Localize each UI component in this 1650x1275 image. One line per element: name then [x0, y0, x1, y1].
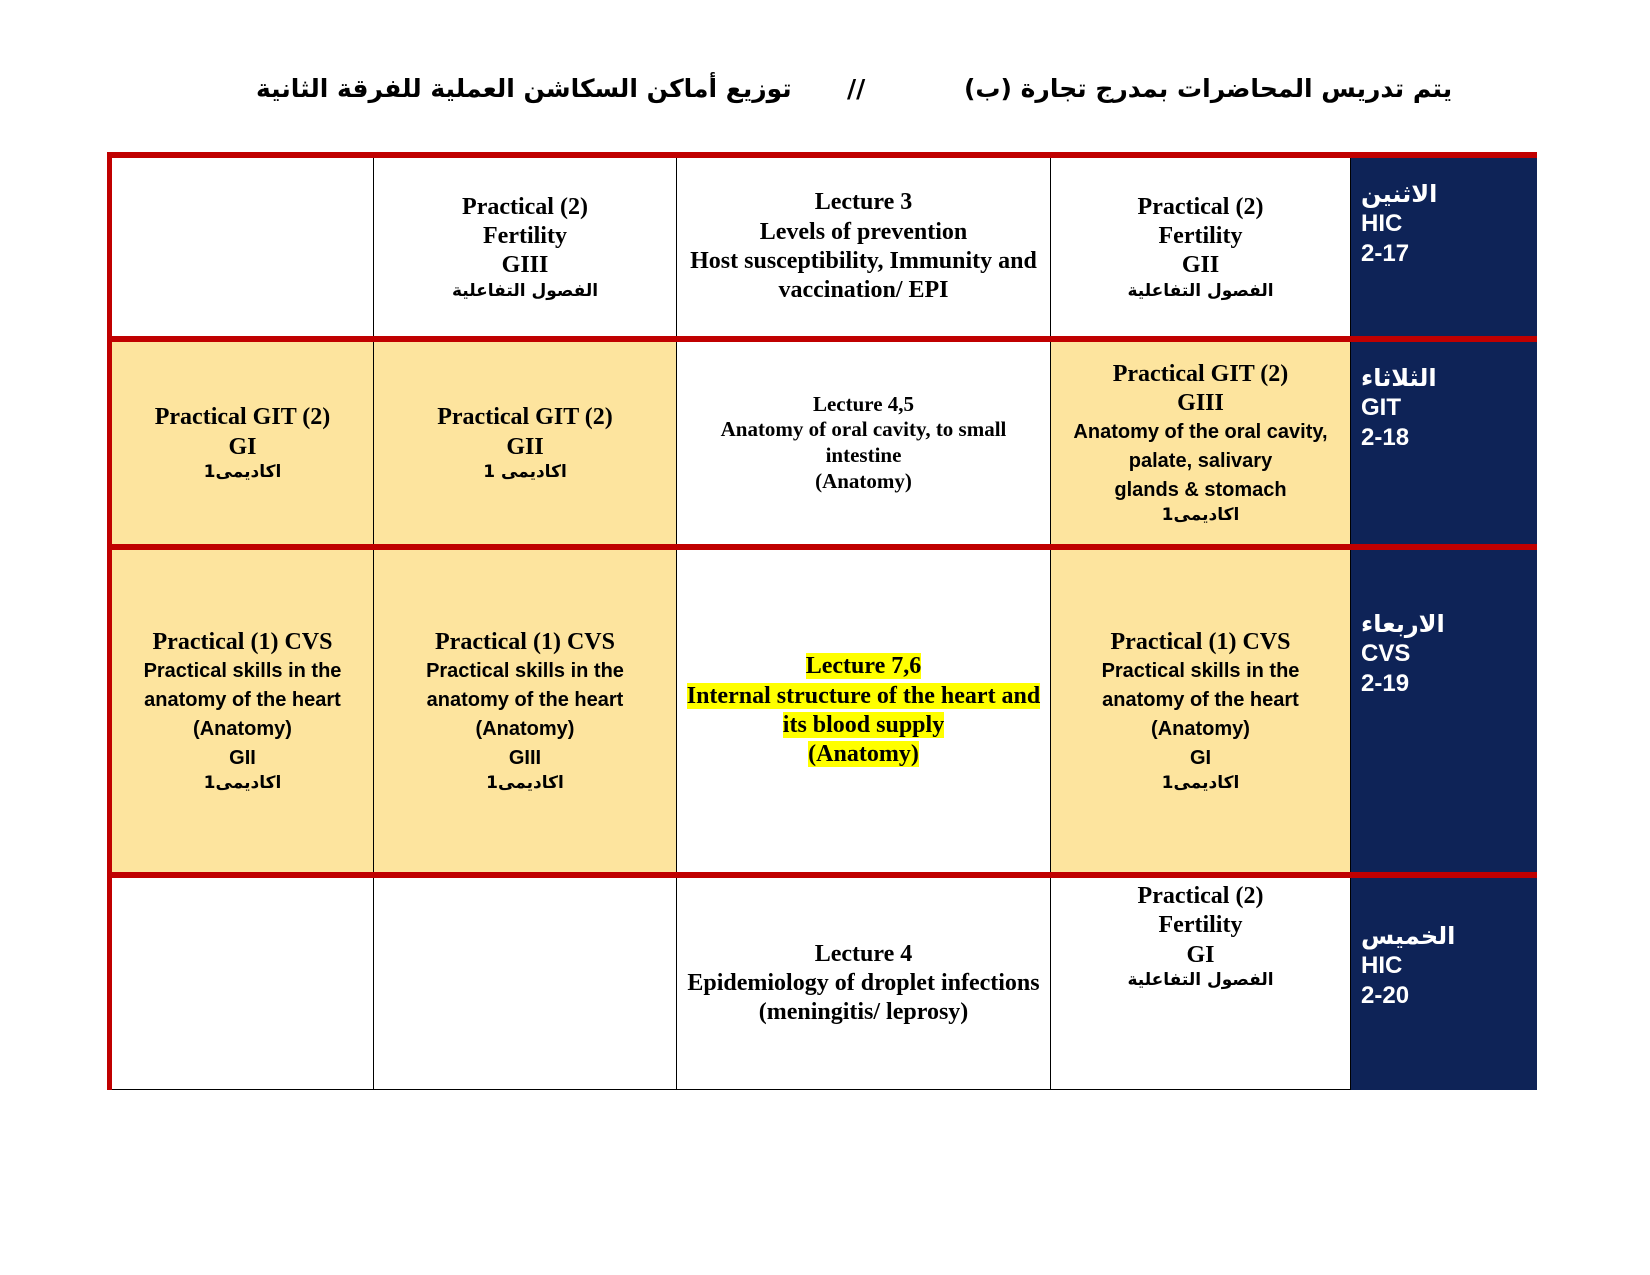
cell-place: اكاديمى1 [1161, 505, 1240, 526]
cell-line: (Anatomy) [475, 718, 575, 741]
cell-practical-gi [1051, 875, 1351, 1090]
cell-line: Practical skills in the [1101, 660, 1300, 683]
day-cell-thursday [1351, 875, 1537, 1090]
cell-lecture-highlighted [677, 547, 1051, 875]
day-cell-monday [1351, 155, 1537, 339]
cell-topic: Fertility [1158, 223, 1243, 249]
cell-title: Practical (1) CVS [152, 629, 333, 655]
cell-practical-giii [1051, 339, 1351, 547]
schedule-row-monday [110, 155, 1537, 339]
cell-practical-giii [374, 547, 677, 875]
cell-practical-gii [110, 547, 374, 875]
cell-line: (Anatomy) [1151, 718, 1250, 741]
cell-topic: Fertility [1158, 912, 1243, 939]
cell-topic: Fertility [483, 223, 567, 249]
cell-lecture [677, 339, 1051, 547]
cell-line: Anatomy of oral cavity, to small [720, 417, 1007, 442]
cell-group: GI [228, 433, 257, 460]
cell-line: glands & stomach [1114, 479, 1287, 502]
header-right-title: يتم تدريس المحاضرات بمدرج تجارة (ب) [964, 74, 1453, 103]
cell-line: Anatomy of the oral cavity, [1073, 421, 1328, 444]
cell-lecture [677, 875, 1051, 1090]
cell-place: اكاديمى1 [1161, 773, 1240, 794]
cell-line: anatomy of the heart [1102, 689, 1299, 712]
cell-line: anatomy of the heart [426, 689, 624, 712]
day-name: الخميس [1361, 922, 1456, 950]
cell-empty [374, 875, 677, 1090]
cell-place: الفصول التفاعلية [1127, 280, 1274, 301]
day-date: 2-17 [1361, 239, 1410, 267]
cell-group: GII [1181, 252, 1220, 279]
day-date: 2-18 [1361, 423, 1410, 451]
cell-place: الفصول التفاعلية [451, 280, 599, 301]
cell-group: GI [1186, 941, 1215, 968]
cell-title: Lecture 7,6 [805, 653, 922, 680]
cell-title: Practical (1) CVS [1110, 629, 1291, 655]
cell-line: vaccination/ EPI [778, 277, 949, 304]
cell-group: GII [506, 433, 544, 460]
cell-title: Practical GIT (2) [1112, 360, 1289, 387]
cell-line: Internal structure of the heart and [686, 682, 1041, 709]
day-name: الثلاثاء [1361, 364, 1437, 392]
day-date: 2-19 [1361, 669, 1410, 697]
header-left-title: توزيع أماكن السكاشن العملية للفرقة الثانية [256, 74, 792, 103]
cell-title: Practical GIT (2) [437, 404, 613, 431]
cell-place: اكاديمى1 [203, 773, 282, 794]
cell-line: (Anatomy) [808, 741, 919, 768]
cell-line: anatomy of the heart [144, 689, 341, 712]
cell-line: Epidemiology of droplet infections [687, 969, 1040, 996]
cell-line: (meningitis/ leprosy) [758, 999, 969, 1026]
day-date: 2-20 [1361, 981, 1410, 1009]
cell-title: Practical (2) [1137, 883, 1264, 909]
cell-line: palate, salivary [1128, 450, 1273, 473]
cell-practical-gii [374, 339, 677, 547]
cell-title: Lecture 3 [814, 189, 913, 216]
cell-title: Practical GIT (2) [154, 404, 331, 431]
cell-place: اكاديمى1 [486, 773, 564, 794]
schedule-row-thursday [110, 875, 1537, 1090]
cell-title: Practical (2) [1137, 193, 1264, 220]
schedule-table [107, 152, 1537, 1090]
cell-title: Practical (1) CVS [435, 629, 615, 655]
cell-group: GIII [501, 252, 549, 279]
cell-line: (Anatomy) [193, 718, 292, 741]
schedule-row-wednesday [110, 547, 1537, 875]
cell-place: الفصول التفاعلية [1127, 969, 1274, 990]
header-separator: // [847, 74, 866, 103]
cell-title: Practical (2) [462, 193, 588, 220]
cell-practical-gii [1051, 155, 1351, 339]
schedule-row-tuesday [110, 339, 1537, 547]
cell-group: GI [1189, 747, 1212, 770]
day-cell-tuesday [1351, 339, 1537, 547]
cell-line: Host susceptibility, Immunity and [690, 248, 1037, 274]
cell-line: its blood supply [782, 712, 945, 738]
day-name: الاثنين [1361, 180, 1438, 208]
cell-line: Practical skills in the [143, 660, 342, 683]
cell-empty [110, 875, 374, 1090]
cell-line: Levels of prevention [759, 218, 968, 245]
cell-line: Practical skills in the [426, 660, 624, 683]
day-module: GIT [1361, 394, 1401, 422]
day-module: HIC [1361, 952, 1403, 980]
cell-empty [110, 155, 374, 339]
cell-line: (Anatomy) [815, 468, 912, 493]
cell-group: GII [229, 747, 256, 770]
cell-group: GIII [508, 747, 542, 770]
cell-place: اكاديمى 1 [483, 461, 567, 482]
cell-group: GIII [1177, 390, 1224, 417]
day-module: HIC [1361, 210, 1403, 238]
cell-practical-gi [1051, 547, 1351, 875]
day-module: CVS [1361, 640, 1411, 668]
day-cell-wednesday [1351, 547, 1537, 875]
cell-title: Lecture 4,5 [812, 391, 915, 416]
cell-place: اكاديمى1 [203, 461, 282, 482]
cell-practical-giii [374, 155, 677, 339]
day-name: الاربعاء [1361, 610, 1445, 638]
cell-practical-gi [110, 339, 374, 547]
cell-title: Lecture 4 [814, 940, 913, 967]
cell-lecture [677, 155, 1051, 339]
cell-line: intestine [825, 443, 902, 467]
